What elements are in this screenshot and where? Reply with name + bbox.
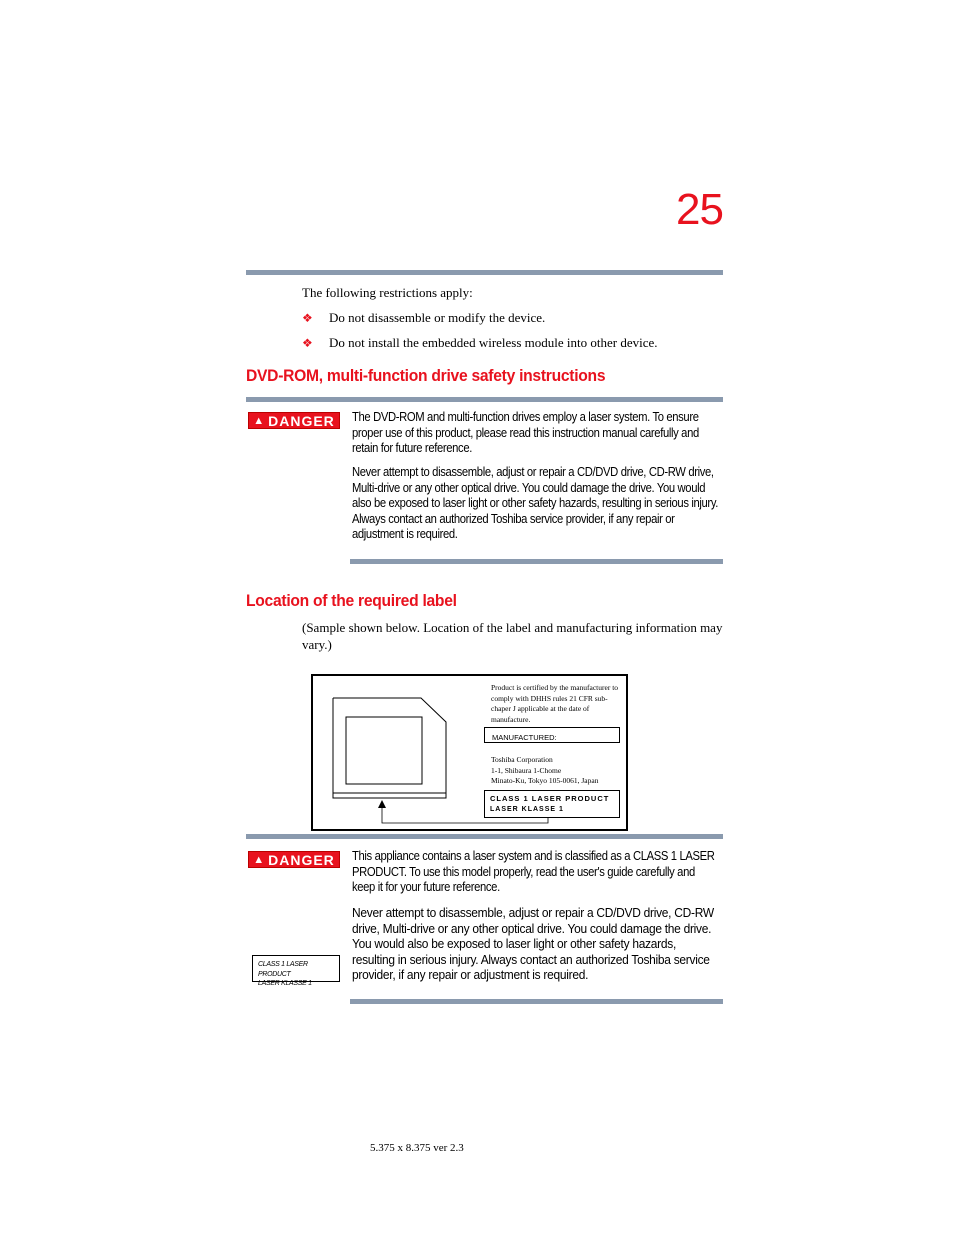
danger-paragraph: Never attempt to disassemble, adjust or repair a CD/DVD drive, CD-RW drive, Multi-drive or any other optical drive. You could damage the drive. You would also be exposed to laser light or other safety hazards, resulting in serious injury. Always contact an authorized Toshiba service provider, if any repair or adjustment is required. xyxy=(352,905,714,983)
laser-label-line: CLASS 1 LASER PRODUCT xyxy=(490,794,610,803)
intro-text: The following restrictions apply: xyxy=(302,285,473,300)
danger-end-rule xyxy=(350,559,723,564)
danger-paragraph: Never attempt to disassemble, adjust or repair a CD/DVD drive, CD-RW drive, Multi-drive or any other optical drive. You could damage the drive. You would also be exposed to laser light or other safety hazards, resulting in serious injury. Always contact an authorized Toshiba service provider, if any repair or adjustment is required. xyxy=(352,465,719,541)
section-heading-label-location: Location of the required label xyxy=(246,591,457,610)
page-number: 25 xyxy=(676,185,723,234)
bullet-icon: ❖ xyxy=(302,311,313,325)
company-name: Toshiba Corporation xyxy=(491,755,553,764)
danger-paragraph: The DVD-ROM and multi-function drives employ a laser system. To ensure proper use of this product, please read this instruction manual carefully and retain for future reference. xyxy=(352,410,699,455)
laser-class-label xyxy=(484,790,620,818)
danger-badge xyxy=(248,412,340,429)
sticker-line: LASER KLASSE 1 xyxy=(258,980,312,987)
bullet-icon: ❖ xyxy=(302,336,313,350)
list-item xyxy=(302,309,546,334)
bullet-text: Do not install the embedded wireless module into other device. xyxy=(329,335,658,350)
laser-label-line: LASER KLASSE 1 xyxy=(490,806,564,813)
manufacturer-address xyxy=(491,755,627,787)
section-heading-dvd-safety: DVD-ROM, multi-function drive safety instructions xyxy=(246,366,606,385)
label-location-figure xyxy=(311,674,628,831)
danger-label: DANGER xyxy=(268,851,335,868)
danger-badge xyxy=(248,851,340,868)
danger-end-rule xyxy=(350,999,723,1004)
danger-paragraph: This appliance contains a laser system and is classified as a CLASS 1 LASER PRODUCT. To use this model properly, read the user's guide carefully and keep it for your future reference. xyxy=(352,849,715,894)
address-line: 1-1, Shibaura 1-Chome xyxy=(491,765,562,775)
bullet-text: Do not disassemble or modify the device. xyxy=(329,310,546,325)
section-rule xyxy=(246,834,723,839)
section-rule xyxy=(246,397,723,402)
warning-triangle-icon: ▲ xyxy=(253,853,265,866)
bullet-list xyxy=(302,309,658,359)
figure-caption: (Sample shown below. Location of the label and manufacturing information may vary.) xyxy=(302,620,723,652)
manufactured-field xyxy=(484,727,620,743)
address-line: Minato-Ku, Tokyo 105-0061, Japan xyxy=(491,776,599,785)
manufactured-label: MANUFACTURED: xyxy=(492,733,557,742)
certification-text: Product is certified by the manufacturer to comply with DHHS rules 21 CFR sub-chaper J applicable at the date of manufacture. xyxy=(491,683,619,724)
page-footer: 5.375 x 8.375 ver 2.3 xyxy=(370,1142,464,1154)
danger-label: DANGER xyxy=(268,412,335,429)
warning-triangle-icon: ▲ xyxy=(253,414,265,427)
sticker-line: CLASS 1 LASER PRODUCT xyxy=(258,961,308,978)
top-rule xyxy=(246,270,723,275)
list-item xyxy=(302,334,658,359)
class1-laser-sticker xyxy=(252,955,340,987)
